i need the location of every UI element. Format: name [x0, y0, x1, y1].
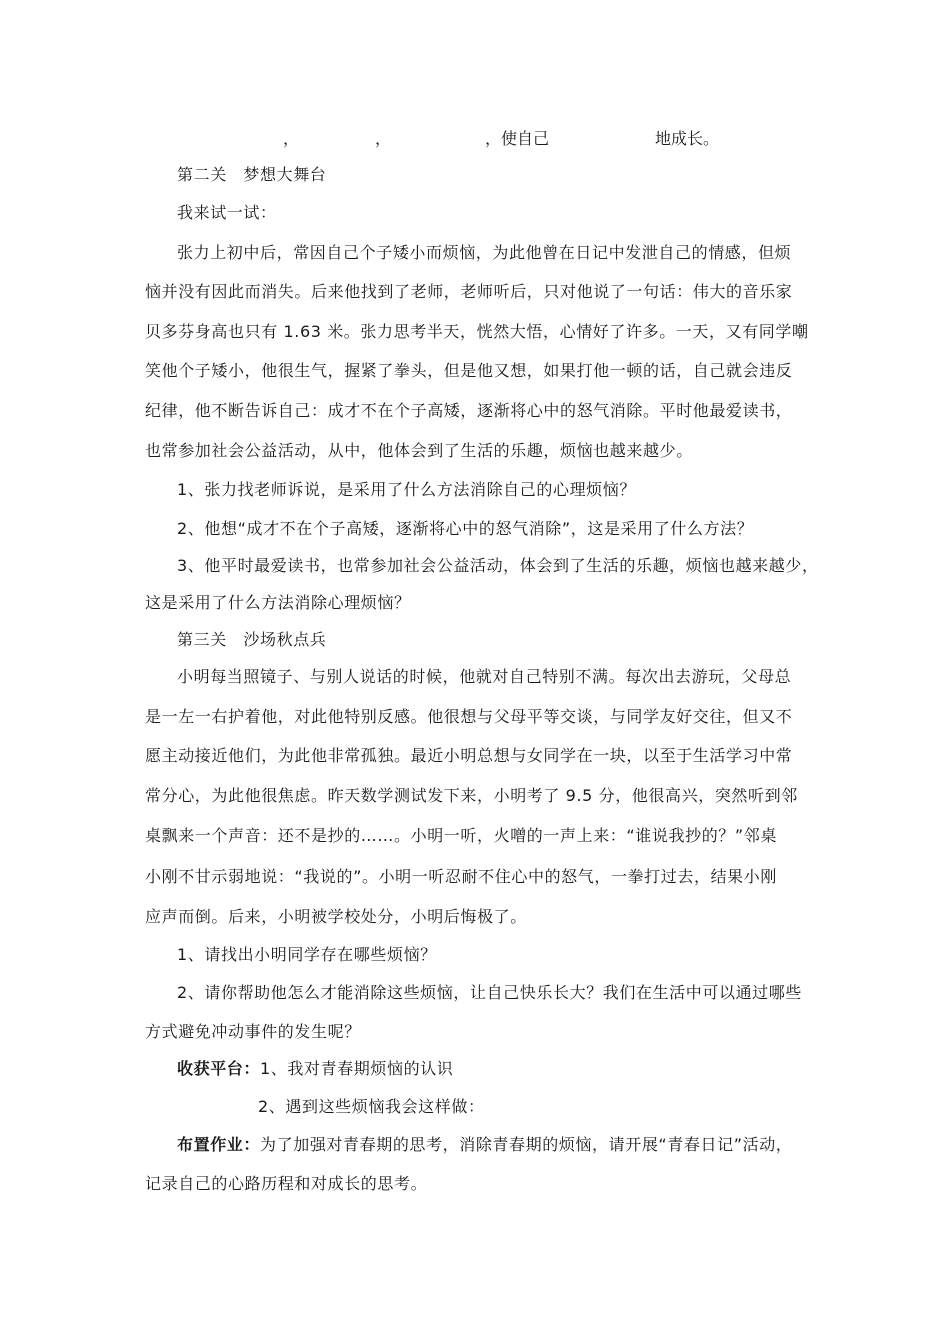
section3-passage-line: 是一左一右护着他，对此他特别反感。他很想与父母平等交谈，与同学友好交往，但又不: [145, 707, 793, 726]
section3-passage-line: 愿主动接近他们，为此他非常孤独。最近小明总想与女同学在一块，以至于生活学习中常: [145, 746, 793, 765]
section2-prompt: 我来试一试：: [177, 203, 277, 222]
homework-text-2: 记录自己的心路历程和对成长的思考。: [145, 1174, 428, 1193]
homework-line: [177, 1134, 792, 1156]
harvest-line: [177, 1058, 453, 1080]
homework-text-1: 为了加强对青春期的思考，消除青春期的烦恼，请开展“青春日记”活动，: [260, 1135, 793, 1154]
fill-comma-1: ，: [283, 129, 300, 148]
fill-comma-3: ，使自己: [485, 129, 550, 148]
section2-passage-line: 贝多芬身高也只有 1.63 米。张力思考半天，恍然大悟，心情好了许多。一天，又有同学嘲: [145, 322, 809, 341]
section3-passage-line: 小明每当照镜子、与别人说话的时候，他就对自己特别不满。每次出去游玩，父母总: [177, 667, 792, 686]
section2-passage-line: 恼并没有因此而消失。后来他找到了老师，老师听后，只对他说了一句话：伟大的音乐家: [145, 282, 793, 301]
section2-title: 第二关 梦想大舞台: [177, 165, 327, 184]
section2-passage-line: 也常参加社会公益活动，从中，他体会到了生活的乐趣，烦恼也越来越少。: [145, 441, 693, 460]
harvest-item-2: 2、遇到这些烦恼我会这样做：: [258, 1097, 485, 1116]
section3-question: 方式避免冲动事件的发生呢？: [145, 1022, 361, 1041]
section2-passage-line: 纪律，他不断告诉自己：成才不在个子高矮，逐渐将心中的怒气消除。平时他最爱读书，: [145, 401, 793, 420]
harvest-item-1: 1、我对青春期烦恼的认识: [260, 1059, 454, 1078]
section3-question: 1、请找出小明同学存在哪些烦恼？: [177, 945, 437, 964]
section3-passage-line: 小刚不甘示弱地说：“我说的”。小明一听忍耐不住心中的怒气，一拳打过去，结果小刚: [145, 867, 777, 886]
section2-passage-line: 笑他个子矮小，他很生气，握紧了拳头，但是他又想，如果打他一顿的话，自己就会违反: [145, 361, 793, 380]
section3-passage-line: 应声而倒。后来，小明被学校处分，小明后悔极了。: [145, 907, 527, 926]
section3-question: 2、请你帮助他怎么才能消除这些烦恼，让自己快乐长大？我们在生活中可以通过哪些: [177, 983, 802, 1002]
section2-question: 1、张力找老师诉说，是采用了什么方法消除自己的心理烦恼？: [177, 480, 636, 499]
section2-passage-line: 张力上初中后，常因自己个子矮小而烦恼，为此他曾在日记中发泄自己的情感，但烦: [177, 243, 792, 262]
harvest-label: 收获平台：: [177, 1059, 261, 1078]
section2-question: 3、他平时最爱读书，也常参加社会公益活动，体会到了生活的乐趣，烦恼也越来越少，: [177, 556, 819, 575]
section2-question: 2、他想“成才不在个子高矮，逐渐将心中的怒气消除”，这是采用了什么方法？: [177, 519, 754, 538]
homework-label: 布置作业：: [177, 1135, 261, 1154]
section2-question: 这是采用了什么方法消除心理烦恼？: [145, 593, 411, 612]
section3-passage-line: 常分心，为此他很焦虑。昨天数学测试发下来，小明考了 9.5 分，他很高兴，突然听到邻: [145, 786, 798, 805]
fill-comma-2: ，: [375, 129, 392, 148]
fill-tail: 地成长。: [655, 129, 720, 148]
section3-passage-line: 桌飘来一个声音：还不是抄的……。小明一听，火噌的一声上来：“谁说我抄的？”邻桌: [145, 826, 777, 845]
section3-title: 第三关 沙场秋点兵: [177, 630, 327, 649]
